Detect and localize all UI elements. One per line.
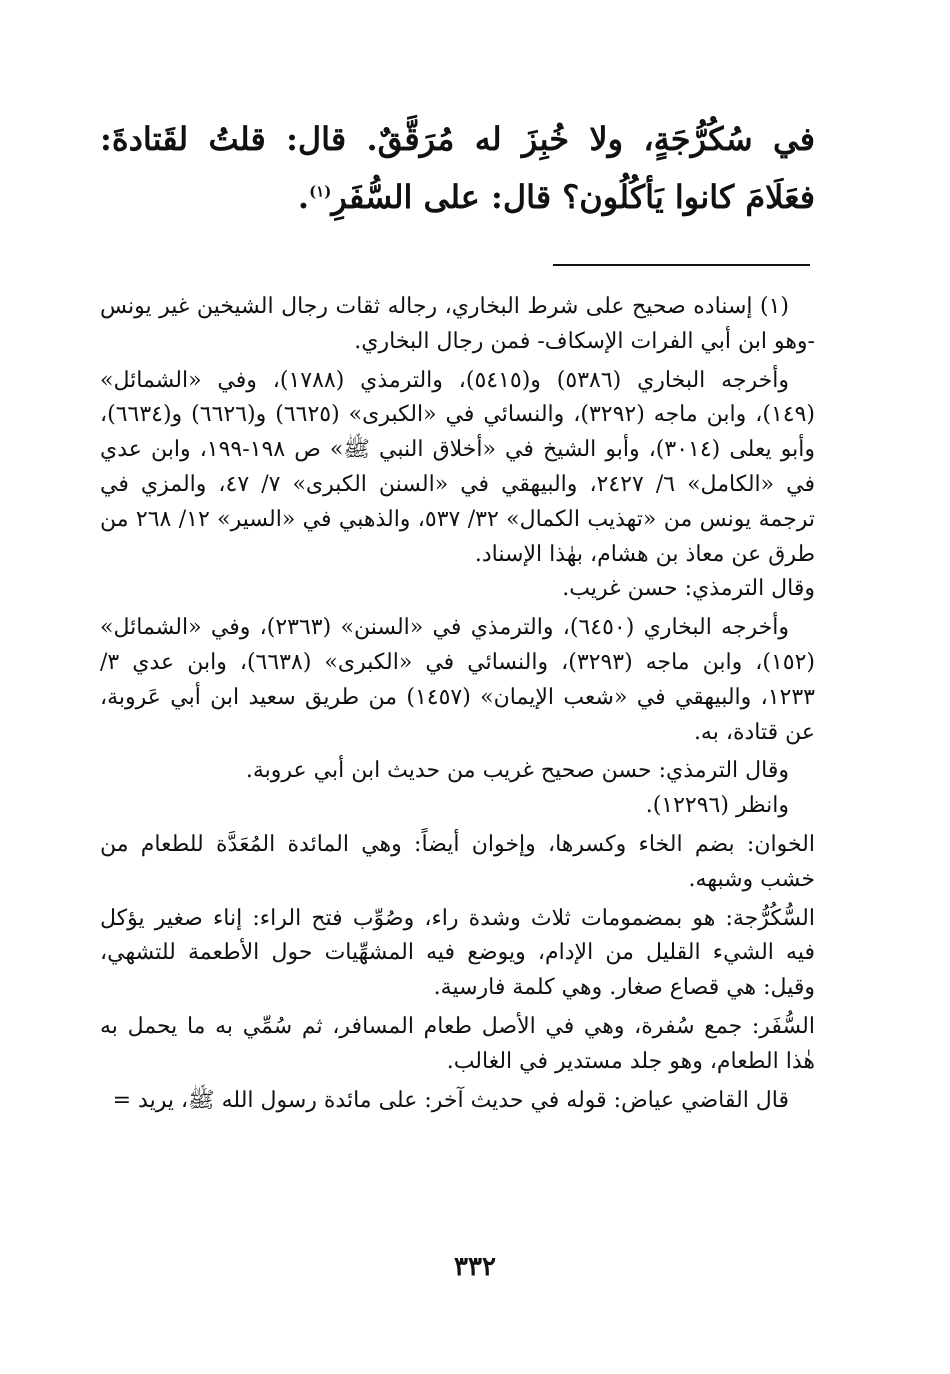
footnote-separator — [553, 264, 810, 266]
footnote-1: (١) إسناده صحيح على شرط البخاري، رجاله ثقات رجال الشيخين غير يونس -وهو ابن أبي الفرات الإسكاف- فمن رجال البخاري. — [100, 294, 815, 354]
footnote-reference: (١) — [309, 182, 332, 201]
footnote-paragraph: وأخرجه البخاري (٥٣٨٦) و(٥٤١٥)، والترمذي (١٧٨٨)، وفي «الشمائل» (١٤٩)، وابن ماجه (٣٢٩٢)، والنسائي في «الكبرى» (٦٦٢٥) و(٦٦٢٦) و(٦٦٣٤)، وأبو يعلى (٣٠١٤)، وأبو الشيخ في «أخلاق النبي ﷺ» ص ١٩٨-١٩٩، وابن عدي في «الكامل» ٦/ ٢٤٢٧، والبيهقي في «السنن الكبرى» ٧/ ٤٧، والمزي في ترجمة يونس من «تهذيب الكمال» ٣٢/ ٥٣٧، والذهبي في «السير» ١٢/ ٢٦٨ من طرق عن معاذ بن هشام، بهٰذا الإسناد. — [100, 367, 816, 567]
footnote-paragraph: وقال الترمذي: حسن صحيح غريب من حديث ابن أبي عروبة. — [245, 758, 789, 784]
footnote-paragraph: قال القاضي عياض: قوله في حديث آخر: على مائدة رسول الله ﷺ، يريد = — [112, 1087, 789, 1113]
footnote-paragraph: وأخرجه البخاري (٦٤٥٠)، والترمذي في «السنن» (٢٣٦٣)، وفي «الشمائل» (١٥٢)، وابن ماجه (٣٢٩٣)، والنسائي في «الكبرى» (٦٦٣٨)، وابن عدي ٣/ ١٢٣٣، والبيهقي في «شعب الإيمان» (١٤٥٧) من طريق سعيد ابن أبي عَروبة، عن قتادة، به. — [100, 615, 816, 745]
footnote-paragraph: وانظر (١٢٢٩٦). — [645, 793, 789, 819]
footnotes — [100, 290, 815, 1118]
footnote-paragraph: وقال الترمذي: حسن غريب. — [562, 576, 815, 602]
main-text — [100, 110, 815, 226]
footnote-paragraph: السُّفَر: جمع سُفرة، وهي في الأصل طعام المسافر، ثم سُمِّي به ما يحمل به هٰذا الطعام، وهو جلد مستدير في الغالب. — [100, 1013, 815, 1074]
page-number: ٣٣٢ — [454, 1252, 496, 1282]
footnote-paragraph: السُّكُرُّجة: هو بمضمومات ثلاث وشدة راء، وصُوِّب فتح الراء: إناء صغير يؤكل فيه الشيء القليل من الإدام، ويوضع فيه المشهِّيات حول الأطعمة للتشهي، وقيل: هي قصاع صغار. وهي كلمة فارسية. — [100, 905, 815, 1001]
main-text-body: في سُكُرُّجَةٍ، ولا خُبِزَ له مُرَقَّقٌ. قال: قلتُ لقَتادةَ: فعَلَامَ كانوا يَأكُلُون؟ قال: على السُّفَرِ — [100, 120, 815, 216]
footnote-paragraph: الخوان: بضم الخاء وكسرها، وإخوان أيضاً: وهي المائدة المُعَدَّة للطعام من خشب وشبهه. — [100, 831, 815, 892]
main-text-period: . — [297, 178, 310, 216]
